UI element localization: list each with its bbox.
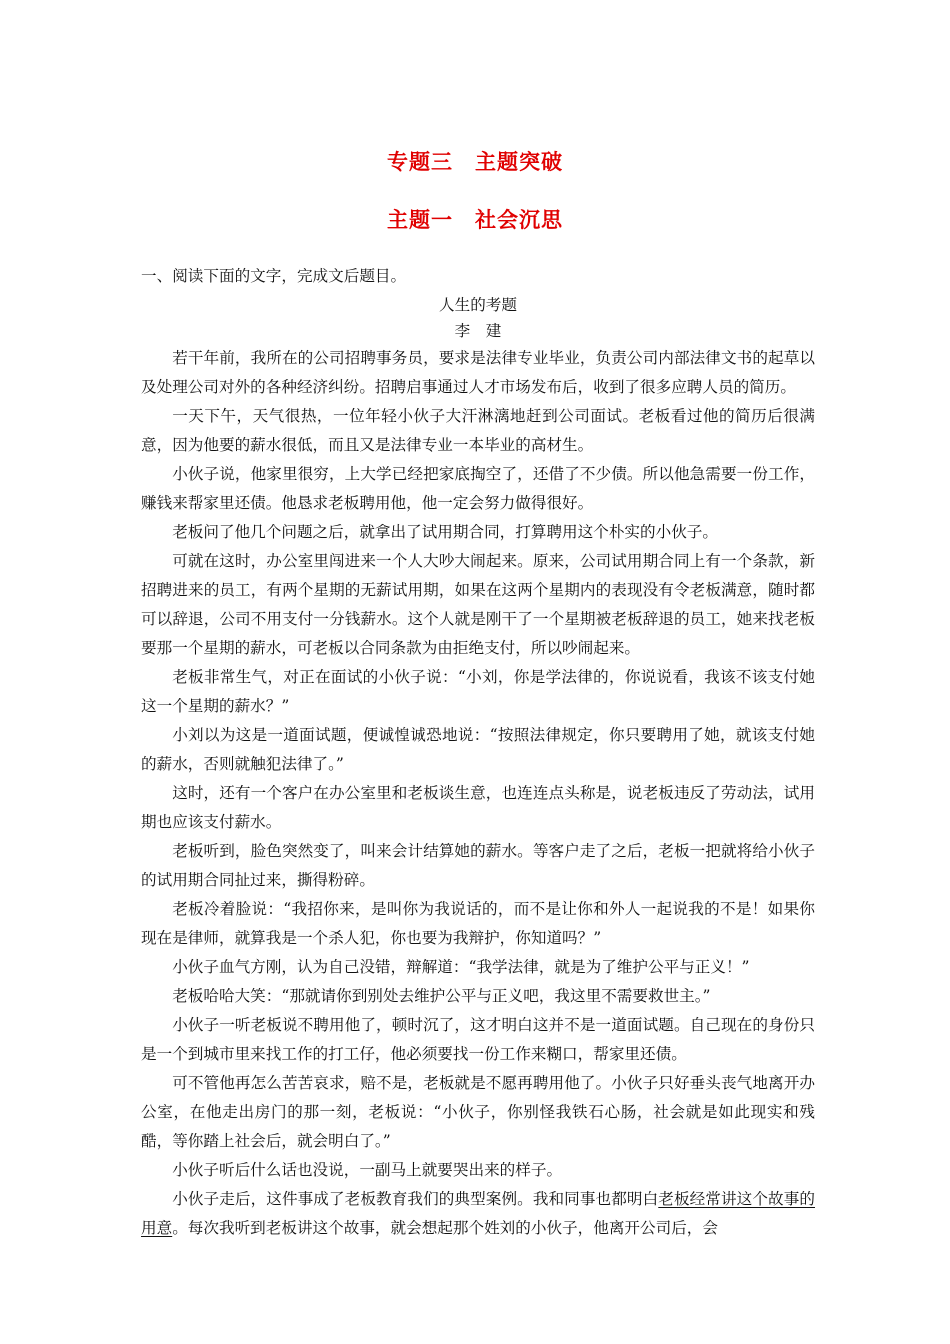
underlined-question-phrase: 老板经常讲这个故事的用意 [141,1190,815,1237]
paragraph: 老板哈哈大笑：“那就请你到别处去维护公平与正义吧，我这里不需要救世主。” [172,987,711,1005]
paragraph: 老板听到，脸色突然变了，叫来会计结算她的薪水。等客户走了之后，老板一把就将给小伙子的试用期合同扯过来，撕得粉碎。 [141,842,815,889]
reading-passage [141,262,815,1243]
sub-title: 主题一 社会沉思 [387,208,563,232]
question-instruction: 一、阅读下面的文字，完成文后题目。 [141,267,407,285]
paragraph: 小伙子一听老板说不聘用他了，顿时沉了，这才明白这并不是一道面试题。自己现在的身份只是一个到城市里来找工作的打工仔，他必须要找一份工作来糊口，帮家里还债。 [141,1016,815,1063]
main-title: 专题三 主题突破 [387,150,563,174]
article-title: 人生的考题 [439,296,517,314]
paragraph-last [141,1185,815,1243]
paragraph-text: 。每次我听到老板讲这个故事，就会想起那个姓刘的小伙子，他离开公司后，会 [172,1219,718,1237]
paragraph: 老板问了他几个问题之后，就拿出了试用期合同，打算聘用这个朴实的小伙子。 [172,523,718,541]
paragraph: 小伙子血气方刚，认为自己没错，辩解道：“我学法律，就是为了维护公平与正义！” [172,958,750,976]
paragraph: 老板非常生气，对正在面试的小伙子说：“小刘，你是学法律的，你说说看，我该不该支付她这一个星期的薪水？” [141,668,815,715]
paragraph: 一天下午，天气很热，一位年轻小伙子大汗淋漓地赶到公司面试。老板看过他的简历后很满意，因为他要的薪水很低，而且又是法律专业一本毕业的高材生。 [141,407,815,454]
paragraph: 老板冷着脸说：“我招你来，是叫你为我说话的，而不是让你和外人一起说我的不是！如果你现在是律师，就算我是一个杀人犯，你也要为我辩护，你知道吗？” [141,900,815,947]
paragraph: 可就在这时，办公室里闯进来一个人大吵大闹起来。原来，公司试用期合同上有一个条款，新招聘进来的员工，有两个星期的无薪试用期，如果在这两个星期内的表现没有令老板满意，随时都可以辞退，公司不用支付一分钱薪水。这个人就是刚干了一个星期被老板辞退的员工，她来找老板要那一个星期的薪水，可老板以合同条款为由拒绝支付，所以吵闹起来。 [141,552,815,657]
paragraph: 小伙子听后什么话也没说，一副马上就要哭出来的样子。 [172,1161,563,1179]
paragraph: 小刘以为这是一道面试题，便诚惶诚恐地说：“按照法律规定，你只要聘用了她，就该支付她的薪水，否则就触犯法律了。” [141,726,815,773]
paragraph: 若干年前，我所在的公司招聘事务员，要求是法律专业毕业，负责公司内部法律文书的起草以及处理公司对外的各种经济纠纷。招聘启事通过人才市场发布后，收到了很多应聘人员的简历。 [141,349,815,396]
paragraph: 这时，还有一个客户在办公室里和老板谈生意，也连连点头称是，说老板违反了劳动法，试用期也应该支付薪水。 [141,784,815,831]
paragraph: 小伙子说，他家里很穷，上大学已经把家底掏空了，还借了不少债。所以他急需要一份工作，赚钱来帮家里还债。他恳求老板聘用他，他一定会努力做得很好。 [141,465,815,512]
paragraph: 可不管他再怎么苦苦哀求，赔不是，老板就是不愿再聘用他了。小伙子只好垂头丧气地离开办公室，在他走出房门的那一刻，老板说：“小伙子，你别怪我铁石心肠，社会就是如此现实和残酷，等你踏上社会后，就会明白了。” [141,1074,815,1150]
paragraph-text: 小伙子走后，这件事成了老板教育我们的典型案例。我和同事也都明白 [172,1190,659,1208]
article-author: 李 建 [454,322,502,340]
